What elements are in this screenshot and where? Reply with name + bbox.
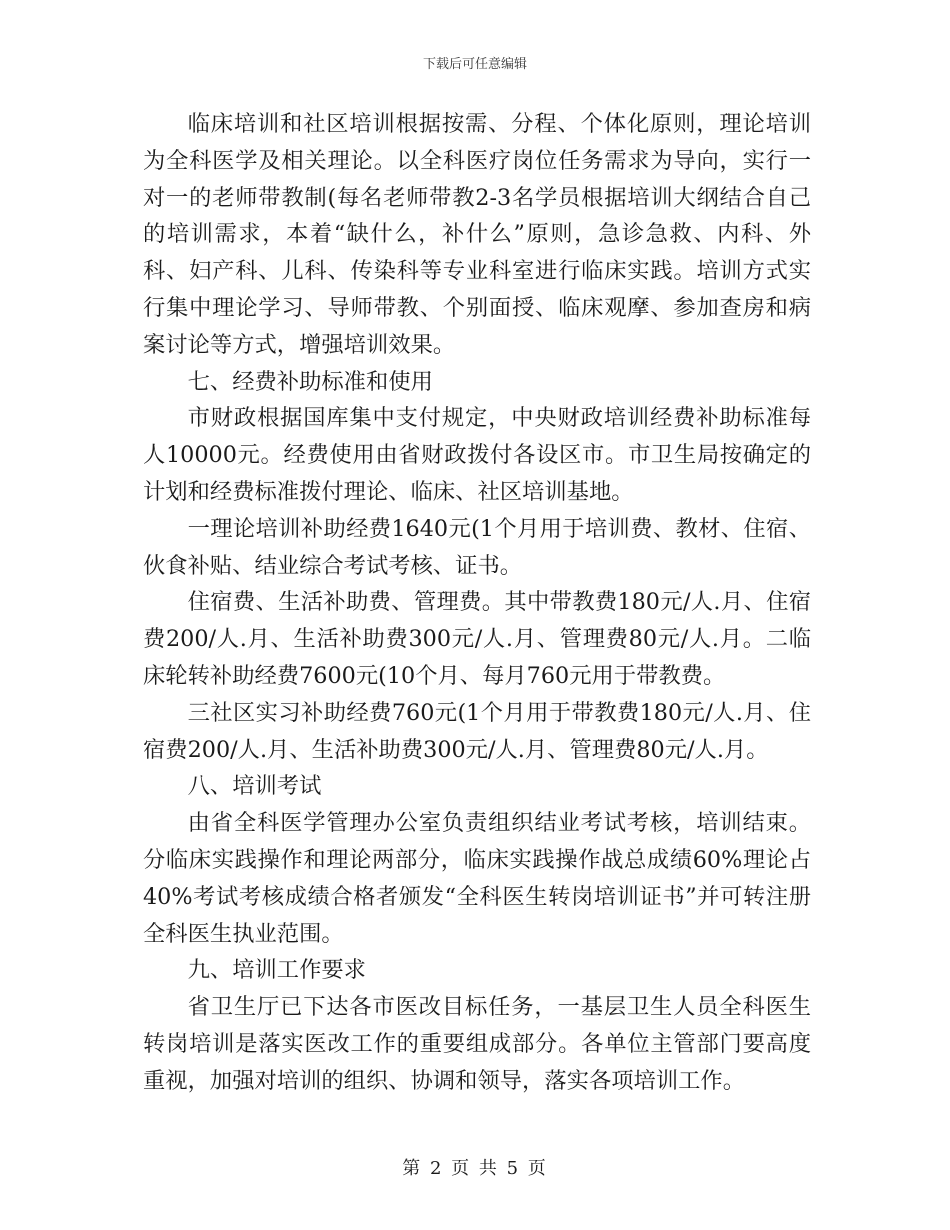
- paragraph-requirements: 省卫生厅已下达各市医改目标任务，一基层卫生人员全科医生转岗培训是落实医改工作的重要组成部分。各单位主管部门要高度重视，加强对培训的组织、协调和领导，落实各项培训工作。: [143, 994, 811, 1094]
- document-body: [143, 106, 811, 1100]
- page-number: 第 2 页 共 5 页: [402, 1158, 548, 1179]
- section-heading-funding: 七、经费补助标准和使用: [187, 368, 433, 395]
- paragraph-funding-standard: 市财政根据国库集中支付规定，中央财政培训经费补助标准每人10000元。经费使用由省财政拨付各设区市。市卫生局按确定的计划和经费标准拨付理论、临床、社区培训基地。: [143, 405, 811, 505]
- section-heading-exam: 八、培训考试: [187, 773, 322, 800]
- paragraph-community-funding: 三社区实习补助经费760元(1个月用于带教费180元/人.月、住宿费200/人.月、生活补助费300元/人.月、管理费80元/人.月。: [143, 699, 811, 763]
- paragraph-exam: 由省全科医学管理办公室负责组织结业考试考核，培训结束。分临床实践操作和理论两部分，临床实践操作战总成绩60%理论占40%考试考核成绩合格者颁发“全科医生转岗培训证书”并可转注册全科医生执业范围。: [143, 810, 811, 947]
- section-heading-requirements: 九、培训工作要求: [187, 957, 366, 984]
- page-header: 下载后可任意编辑: [422, 57, 527, 72]
- paragraph-training-method: 临床培训和社区培训根据按需、分程、个体化原则，理论培训为全科医学及相关理论。以全科医疗岗位任务需求为导向，实行一对一的老师带教制(每名老师带教2-3名学员根据培训大纲结合自己的培训需求，本着“缺什么，补什么”原则，急诊急救、内科、外科、妇产科、儿科、传染科等专业科室进行临床实践。培训方式实行集中理论学习、导师带教、个别面授、临床观摩、参加查房和病案讨论等方式，增强培训效果。: [143, 111, 811, 358]
- paragraph-fee-breakdown: 住宿费、生活补助费、管理费。其中带教费180元/人.月、住宿费200/人.月、生活补助费300元/人.月、管理费80元/人.月。二临床轮转补助经费7600元(10个月、每月760元用于带教费。: [143, 589, 811, 689]
- paragraph-theory-funding: 一理论培训补助经费1640元(1个月用于培训费、教材、住宿、伙食补贴、结业综合考试考核、证书。: [143, 515, 811, 579]
